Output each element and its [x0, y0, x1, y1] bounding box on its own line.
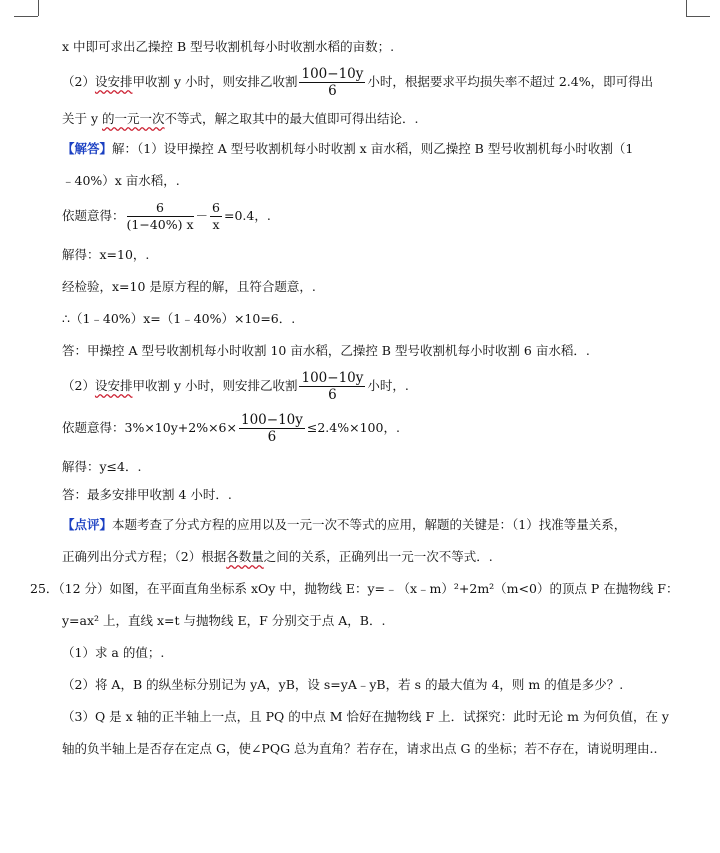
text-run: （2）	[62, 378, 95, 393]
crop-mark-top-left-h	[14, 16, 38, 17]
text-line	[62, 246, 149, 264]
text-line	[62, 516, 626, 534]
text-run: y=ax² 上，直线 x=t 与抛物线 E，F 分别交于点 A，B．.	[62, 613, 386, 628]
text-run: －	[195, 208, 209, 223]
text-line	[62, 486, 232, 504]
text-run: 关于 y	[62, 111, 103, 126]
text-run: 不等式，解之取其中的最大值即可得出结论．.	[164, 111, 419, 126]
text-run: 小时，.	[367, 378, 409, 393]
text-line	[62, 370, 409, 403]
text-line	[62, 200, 271, 233]
text-run: 小时，根据要求平均损失率不超过 2.4%，即可得出	[367, 74, 654, 89]
text-line	[62, 342, 590, 360]
fraction-denominator: x	[212, 217, 220, 232]
text-run: 解：（1）设甲操控 A 型号收割机每小时收割 x 亩水稻，则乙操控 B 型号收割机每小时收割（1	[112, 141, 634, 156]
text-run: （2）将 A，B 的纵坐标分别记为 yA，yB，设 s=yA﹣yB，若 s 的最大值为 4，则 m 的值是多少？.	[62, 677, 624, 692]
text-run: x 中即可求出乙操控 B 型号收割机每小时收割水稻的亩数；.	[62, 39, 395, 54]
text-run: （1）求 a 的值；.	[62, 645, 165, 660]
text-line	[62, 310, 295, 328]
text-run: 解得：x=10，.	[62, 247, 150, 262]
text-line	[62, 612, 385, 630]
text-run: ∴（1﹣40%）x=（1﹣40%）×10=6．.	[62, 311, 296, 326]
text-line	[62, 172, 180, 190]
text-line	[62, 140, 633, 158]
text-run: 正确列出分式方程；（2）根据	[62, 549, 227, 564]
fraction-numerator: 100−10y	[301, 66, 364, 82]
text-run: 答：最多安排甲收割 4 小时．.	[62, 487, 232, 502]
text-line	[62, 740, 657, 758]
comment-tag: 【点评】	[62, 517, 113, 532]
text-run: 设安排	[94, 378, 133, 393]
text-run: 各数量	[226, 549, 264, 564]
fraction-numerator: 100−10y	[301, 370, 364, 386]
text-run: 的一元一次	[102, 111, 165, 126]
text-line	[30, 580, 678, 598]
fraction	[210, 200, 222, 233]
text-line	[62, 38, 394, 56]
crop-mark-top-right	[686, 0, 687, 16]
text-run: ﹣40%）x 亩水稻，.	[62, 173, 180, 188]
text-run: 依题意得：3%×10y+2%×6×	[62, 420, 237, 435]
text-run: 设安排	[94, 74, 133, 89]
text-run: ≤2.4%×100，.	[306, 420, 400, 435]
fraction-numerator: 100−10y	[240, 412, 303, 428]
text-run: （3）Q 是 x 轴的正半轴上一点，且 PQ 的中点 M 恰好在抛物线 F 上．试探究：此时无论 m 为何负值，在 y	[62, 709, 669, 724]
text-line	[62, 676, 623, 694]
text-run: 轴的负半轴上是否存在定点 G，使∠PQG 总为直角？若存在，请求出点 G 的坐标；若不存在，请说明理由..	[62, 741, 658, 756]
answer-tag: 【解答】	[62, 141, 113, 156]
crop-mark-top-left	[38, 0, 39, 16]
question-heading: 25．（12 分）如图，在平面直角坐标系 xOy 中，抛物线 E：y=﹣（x﹣m）²+2m²（m<0）的顶点 P 在抛物线 F：	[30, 581, 679, 596]
text-line	[62, 66, 653, 99]
fraction-numerator: 6	[212, 200, 220, 215]
text-run: 本题考查了分式方程的应用以及一元一次不等式的应用，解题的关键是：（1）找准等量关系，	[112, 517, 627, 532]
fraction-denominator: 6	[267, 429, 277, 445]
fraction	[299, 370, 365, 403]
fraction	[239, 412, 305, 445]
text-run: 答：甲操控 A 型号收割机每小时收割 10 亩水稻，乙操控 B 型号收割机每小时收割 6 亩水稻．.	[62, 343, 590, 358]
text-run: 甲收割 y 小时，则安排乙收割	[132, 378, 298, 393]
fraction-numerator: 6	[127, 200, 194, 217]
text-line	[62, 548, 493, 566]
text-run: 依题意得：	[62, 208, 125, 223]
fraction-denominator: (1−40%) x	[126, 217, 194, 232]
text-run: （2）	[62, 74, 95, 89]
text-run: 经检验，x=10 是原方程的解，且符合题意，.	[62, 279, 316, 294]
text-run: 解得：y≤4．.	[62, 459, 142, 474]
text-run: =0.4，.	[223, 208, 271, 223]
fraction-denominator: 6	[328, 387, 337, 403]
text-line	[62, 412, 400, 445]
fraction	[299, 66, 365, 99]
crop-mark-top-right-h	[686, 16, 710, 17]
text-line	[62, 708, 669, 726]
text-run: 甲收割 y 小时，则安排乙收割	[132, 74, 298, 89]
text-line	[62, 644, 164, 662]
text-line	[62, 458, 141, 476]
fraction-denominator: 6	[328, 83, 337, 99]
text-line	[62, 278, 316, 296]
text-line	[62, 110, 419, 128]
text-run: 之间的关系，正确列出一元一次不等式．.	[263, 549, 493, 564]
fraction	[127, 200, 194, 233]
